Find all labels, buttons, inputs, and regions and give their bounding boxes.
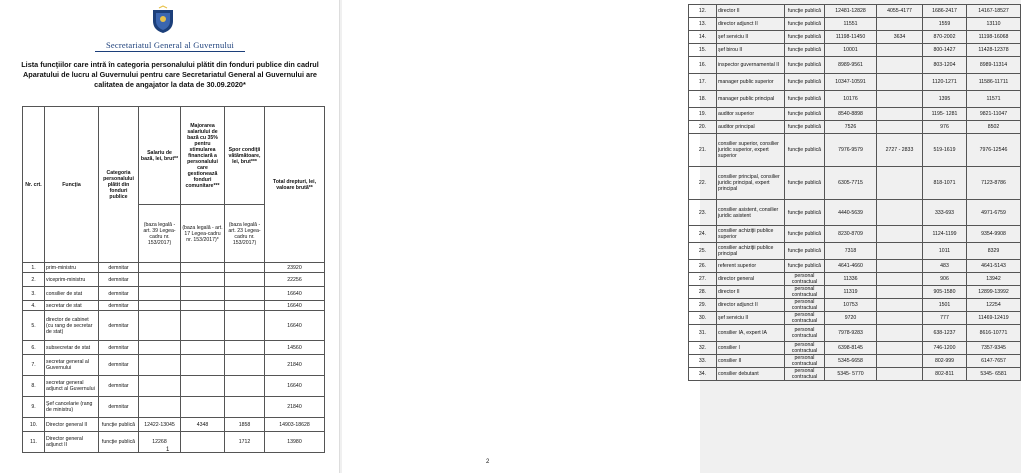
cell-function: referent superior — [717, 260, 785, 273]
cell-category: funcţie publică — [785, 167, 825, 200]
cell-total: 13980 — [265, 432, 325, 453]
cell-function: consilier superior, consilier juridic superior, expert superior — [717, 134, 785, 167]
cell-majorare — [181, 341, 225, 355]
table-row — [689, 368, 1021, 381]
header-divider — [95, 51, 245, 52]
cell-function: şef birou II — [717, 44, 785, 57]
cell-category: demnitar — [99, 263, 139, 273]
cell-nr: 29. — [689, 299, 717, 312]
cell-majorare — [181, 355, 225, 376]
cell-salary: 12481-12828 — [825, 5, 877, 18]
cell-salary: 11319 — [825, 286, 877, 299]
cell-salary: 7978-9283 — [825, 325, 877, 342]
cell-majorare: 2727 - 2833 — [877, 134, 923, 167]
cell-function: consilier IA, expert IA — [717, 325, 785, 342]
table-row — [689, 31, 1021, 44]
table-row — [689, 108, 1021, 121]
cell-total: 9354-9908 — [967, 226, 1021, 243]
table-row — [23, 355, 325, 376]
salary-table-page-1 — [22, 106, 325, 453]
cell-nr: 26. — [689, 260, 717, 273]
cell-category: personal contractual — [785, 273, 825, 286]
cell-majorare — [877, 260, 923, 273]
cell-spor — [225, 311, 265, 341]
cell-total: 11571 — [967, 91, 1021, 108]
cell-majorare — [181, 432, 225, 453]
cell-total: 21840 — [265, 355, 325, 376]
cell-category: funcţie publică — [785, 44, 825, 57]
cell-spor: 1124-1199 — [923, 226, 967, 243]
cell-majorare — [877, 74, 923, 91]
cell-function: auditor principal — [717, 121, 785, 134]
table-row — [689, 325, 1021, 342]
cell-category: funcţie publică — [785, 57, 825, 74]
document-title: Lista funcţiilor care intră în categoria personalului plătit din fonduri publice din cadrul Aparatului de lucru al Guvernului pentru care Secretariatul General al Guvernului are calitatea de angajator la data de 30.09.2020* — [21, 60, 319, 89]
cell-majorare — [877, 312, 923, 325]
table-row — [689, 355, 1021, 368]
coat-of-arms-icon — [150, 6, 176, 34]
cell-nr: 33. — [689, 355, 717, 368]
cell-category: demnitar — [99, 355, 139, 376]
cell-category: demnitar — [99, 376, 139, 397]
cell-salary: 8989-9561 — [825, 57, 877, 74]
cell-nr: 21. — [689, 134, 717, 167]
cell-function: şef serviciu II — [717, 31, 785, 44]
cell-spor — [225, 341, 265, 355]
cell-majorare: 3634 — [877, 31, 923, 44]
cell-spor: 818-1071 — [923, 167, 967, 200]
cell-spor: 333-693 — [923, 200, 967, 226]
header-category: Categoria personalului plătit din fonduri publice — [99, 107, 139, 263]
cell-spor: 1712 — [225, 432, 265, 453]
cell-spor: 976 — [923, 121, 967, 134]
cell-spor: 1011 — [923, 243, 967, 260]
cell-salary: 11198-11450 — [825, 31, 877, 44]
cell-nr: 2. — [23, 273, 45, 287]
cell-salary — [139, 273, 181, 287]
cell-majorare: 4348 — [181, 418, 225, 432]
cell-total: 16640 — [265, 376, 325, 397]
cell-total: 11198-16068 — [967, 31, 1021, 44]
cell-salary: 10001 — [825, 44, 877, 57]
cell-total: 7976-12546 — [967, 134, 1021, 167]
cell-spor: 1858 — [225, 418, 265, 432]
cell-category: personal contractual — [785, 286, 825, 299]
cell-total: 8502 — [967, 121, 1021, 134]
cell-spor: 802-811 — [923, 368, 967, 381]
cell-salary: 6398-8145 — [825, 342, 877, 355]
cell-nr: 10. — [23, 418, 45, 432]
cell-function: consilier debutant — [717, 368, 785, 381]
cell-spor: 777 — [923, 312, 967, 325]
cell-total: 16640 — [265, 301, 325, 311]
cell-majorare — [877, 44, 923, 57]
cell-majorare — [877, 355, 923, 368]
cell-category: demnitar — [99, 287, 139, 301]
table-row — [23, 376, 325, 397]
cell-total: 4641-5143 — [967, 260, 1021, 273]
cell-function: viceprim-ministru — [45, 273, 99, 287]
cell-spor: 483 — [923, 260, 967, 273]
cell-function: consilier achiziţii publice superior — [717, 226, 785, 243]
cell-nr: 19. — [689, 108, 717, 121]
cell-function: consilier principal, consilier juridic principal, expert principal — [717, 167, 785, 200]
header-salary-basis: (baza legală - art. 39 Legea-cadru nr. 153/2017) — [139, 205, 181, 263]
cell-salary: 7526 — [825, 121, 877, 134]
cell-function: auditor superior — [717, 108, 785, 121]
cell-majorare — [181, 301, 225, 311]
cell-category: funcţie publică — [785, 74, 825, 91]
cell-majorare — [877, 273, 923, 286]
table-row — [689, 121, 1021, 134]
cell-function: Şef cancelarie (rang de ministru) — [45, 397, 99, 418]
cell-spor: 1559 — [923, 18, 967, 31]
cell-category: demnitar — [99, 273, 139, 287]
cell-nr: 12. — [689, 5, 717, 18]
cell-majorare — [877, 57, 923, 74]
cell-spor — [225, 263, 265, 273]
page-number: 1 — [166, 447, 170, 453]
cell-spor — [225, 273, 265, 287]
cell-nr: 15. — [689, 44, 717, 57]
cell-spor: 870-2002 — [923, 31, 967, 44]
cell-nr: 31. — [689, 325, 717, 342]
cell-function: director adjunct II — [717, 18, 785, 31]
cell-majorare — [877, 167, 923, 200]
cell-nr: 18. — [689, 91, 717, 108]
cell-nr: 27. — [689, 273, 717, 286]
cell-total: 9821-11047 — [967, 108, 1021, 121]
cell-function: consilier asistent, consilier juridic asistent — [717, 200, 785, 226]
cell-category: funcţie publică — [785, 31, 825, 44]
table-row — [689, 57, 1021, 74]
cell-majorare — [877, 121, 923, 134]
cell-spor: 803-1204 — [923, 57, 967, 74]
header-majorare-basis: (baza legală - art. 17 Legea-cadru nr. 153/2017)* — [181, 205, 225, 263]
cell-nr: 13. — [689, 18, 717, 31]
cell-category: funcţie publică — [785, 134, 825, 167]
cell-category: funcţie publică — [785, 18, 825, 31]
cell-majorare — [181, 376, 225, 397]
cell-total: 23920 — [265, 263, 325, 273]
cell-total: 12254 — [967, 299, 1021, 312]
table-row — [689, 134, 1021, 167]
cell-category: funcţie publică — [785, 121, 825, 134]
cell-majorare — [877, 243, 923, 260]
cell-spor: 1120-1271 — [923, 74, 967, 91]
cell-nr: 34. — [689, 368, 717, 381]
cell-function: Director general adjunct II — [45, 432, 99, 453]
cell-function: şef serviciu II — [717, 312, 785, 325]
table-row — [23, 301, 325, 311]
cell-total: 11428-12378 — [967, 44, 1021, 57]
cell-category: funcţie publică — [99, 432, 139, 453]
table-row — [689, 342, 1021, 355]
cell-function: subsecretar de stat — [45, 341, 99, 355]
table-row — [23, 311, 325, 341]
cell-salary — [139, 301, 181, 311]
table-body-page-2 — [689, 5, 1021, 381]
cell-salary — [139, 355, 181, 376]
cell-salary — [139, 376, 181, 397]
document-page-2 — [342, 0, 1009, 473]
cell-majorare — [181, 287, 225, 301]
table-row — [689, 273, 1021, 286]
header-spor: Spor condiţii vătămătoare, lei, brut*** — [225, 107, 265, 205]
page-number: 2 — [486, 459, 490, 465]
cell-nr: 23. — [689, 200, 717, 226]
cell-category: funcţie publică — [785, 226, 825, 243]
cell-category: funcţie publică — [785, 91, 825, 108]
header-function: Funcţia — [45, 107, 99, 263]
table-row — [23, 418, 325, 432]
cell-nr: 24. — [689, 226, 717, 243]
cell-nr: 25. — [689, 243, 717, 260]
cell-salary: 9720 — [825, 312, 877, 325]
cell-spor: 802-999 — [923, 355, 967, 368]
cell-category: personal contractual — [785, 299, 825, 312]
cell-majorare — [877, 342, 923, 355]
cell-spor — [225, 397, 265, 418]
cell-salary — [139, 341, 181, 355]
cell-function: director II — [717, 5, 785, 18]
cell-total: 13942 — [967, 273, 1021, 286]
cell-nr: 16. — [689, 57, 717, 74]
table-row — [23, 432, 325, 453]
cell-spor: 1195- 1281 — [923, 108, 967, 121]
table-row — [689, 286, 1021, 299]
document-page-1 — [0, 0, 340, 473]
cell-category: funcţie publică — [785, 200, 825, 226]
table-row — [23, 263, 325, 273]
cell-nr: 8. — [23, 376, 45, 397]
cell-total: 11586-11711 — [967, 74, 1021, 91]
header-salary: Salariu de bază, lei, brut** — [139, 107, 181, 205]
table-row — [689, 74, 1021, 91]
cell-spor: 1501 — [923, 299, 967, 312]
cell-nr: 9. — [23, 397, 45, 418]
cell-salary: 10176 — [825, 91, 877, 108]
table-row — [23, 287, 325, 301]
cell-total: 16640 — [265, 287, 325, 301]
cell-majorare — [877, 299, 923, 312]
cell-salary: 8230-8709 — [825, 226, 877, 243]
cell-spor: 1395 — [923, 91, 967, 108]
cell-salary: 10753 — [825, 299, 877, 312]
header-majorare: Majorarea salariului de bază cu 35% pentru stimularea financiară a personalului care gestionează fonduri comunitare*** — [181, 107, 225, 205]
table-row — [689, 167, 1021, 200]
cell-nr: 11. — [23, 432, 45, 453]
cell-majorare — [877, 368, 923, 381]
cell-total: 5345- 6581 — [967, 368, 1021, 381]
cell-nr: 5. — [23, 311, 45, 341]
table-row — [689, 200, 1021, 226]
cell-spor — [225, 301, 265, 311]
cell-majorare — [181, 273, 225, 287]
cell-salary: 12268 — [139, 432, 181, 453]
cell-category: funcţie publică — [99, 418, 139, 432]
cell-nr: 28. — [689, 286, 717, 299]
cell-category: funcţie publică — [785, 260, 825, 273]
cell-salary: 10347-10591 — [825, 74, 877, 91]
cell-spor: 800-1427 — [923, 44, 967, 57]
cell-total: 8329 — [967, 243, 1021, 260]
cell-salary — [139, 287, 181, 301]
cell-majorare — [181, 263, 225, 273]
header-nr: Nr. crt. — [23, 107, 45, 263]
cell-nr: 4. — [23, 301, 45, 311]
table-row — [689, 299, 1021, 312]
cell-spor: 746-1200 — [923, 342, 967, 355]
table-row — [689, 312, 1021, 325]
cell-salary: 7318 — [825, 243, 877, 260]
cell-category: demnitar — [99, 341, 139, 355]
cell-category: demnitar — [99, 311, 139, 341]
cell-category: personal contractual — [785, 312, 825, 325]
cell-salary: 5345-6658 — [825, 355, 877, 368]
cell-salary: 12422-13045 — [139, 418, 181, 432]
cell-majorare — [877, 325, 923, 342]
cell-spor — [225, 355, 265, 376]
cell-category: personal contractual — [785, 342, 825, 355]
cell-spor: 1686-2417 — [923, 5, 967, 18]
cell-majorare — [877, 18, 923, 31]
cell-function: secretar de stat — [45, 301, 99, 311]
table-row — [689, 44, 1021, 57]
cell-nr: 14. — [689, 31, 717, 44]
cell-spor: 905-1580 — [923, 286, 967, 299]
cell-majorare — [181, 397, 225, 418]
cell-majorare — [181, 311, 225, 341]
cell-total: 7123-8786 — [967, 167, 1021, 200]
table-row — [689, 243, 1021, 260]
cell-function: consilier I — [717, 342, 785, 355]
cell-nr: 22. — [689, 167, 717, 200]
cell-category: funcţie publică — [785, 5, 825, 18]
cell-total: 14903-18628 — [265, 418, 325, 432]
cell-salary: 7976-9579 — [825, 134, 877, 167]
cell-nr: 30. — [689, 312, 717, 325]
cell-category: personal contractual — [785, 325, 825, 342]
cell-salary: 4641-4660 — [825, 260, 877, 273]
cell-salary: 8540-8898 — [825, 108, 877, 121]
cell-function: director general — [717, 273, 785, 286]
cell-nr: 3. — [23, 287, 45, 301]
header-total: Total drepturi, lei, valoare brută** — [265, 107, 325, 263]
cell-nr: 6. — [23, 341, 45, 355]
cell-total: 8989-11314 — [967, 57, 1021, 74]
table-body-page-1 — [23, 263, 325, 453]
organization-name: Secretariatul General al Guvernului — [105, 40, 235, 50]
table-row — [689, 226, 1021, 243]
cell-spor: 638-1237 — [923, 325, 967, 342]
cell-nr: 20. — [689, 121, 717, 134]
cell-majorare: 4055-4177 — [877, 5, 923, 18]
cell-majorare — [877, 200, 923, 226]
cell-salary — [139, 311, 181, 341]
cell-total: 11469-12419 — [967, 312, 1021, 325]
cell-function: director II — [717, 286, 785, 299]
cell-total: 12899-13992 — [967, 286, 1021, 299]
cell-salary: 5345- 5770 — [825, 368, 877, 381]
salary-table-page-2 — [688, 4, 1021, 381]
cell-function: consilier de stat — [45, 287, 99, 301]
cell-category: demnitar — [99, 397, 139, 418]
cell-function: manager public superior — [717, 74, 785, 91]
cell-majorare — [877, 108, 923, 121]
cell-category: funcţie publică — [785, 243, 825, 260]
cell-nr: 32. — [689, 342, 717, 355]
cell-total: 22256 — [265, 273, 325, 287]
cell-majorare — [877, 286, 923, 299]
cell-nr: 17. — [689, 74, 717, 91]
cell-total: 13110 — [967, 18, 1021, 31]
cell-spor — [225, 287, 265, 301]
cell-function: director adjunct II — [717, 299, 785, 312]
cell-spor: 519-1619 — [923, 134, 967, 167]
cell-salary — [139, 263, 181, 273]
cell-salary — [139, 397, 181, 418]
table-row — [23, 397, 325, 418]
cell-function: secretar general al Guvernului — [45, 355, 99, 376]
cell-nr: 1. — [23, 263, 45, 273]
cell-total: 4971-6759 — [967, 200, 1021, 226]
cell-majorare — [877, 226, 923, 243]
cell-category: personal contractual — [785, 368, 825, 381]
cell-function: inspector guvernamental II — [717, 57, 785, 74]
cell-function: consilier II — [717, 355, 785, 368]
table-row — [23, 341, 325, 355]
table-row — [23, 273, 325, 287]
cell-total: 21840 — [265, 397, 325, 418]
table-row — [689, 91, 1021, 108]
cell-function: manager public principal — [717, 91, 785, 108]
cell-function: director de cabinet (cu rang de secretar de stat) — [45, 311, 99, 341]
cell-total: 6147-7657 — [967, 355, 1021, 368]
cell-total: 8616-10771 — [967, 325, 1021, 342]
cell-total: 16640 — [265, 311, 325, 341]
header-spor-basis: (baza legală - art. 23 Legea-cadru nr. 153/2017) — [225, 205, 265, 263]
cell-total: 14167-18527 — [967, 5, 1021, 18]
cell-category: demnitar — [99, 301, 139, 311]
cell-salary: 11336 — [825, 273, 877, 286]
table-row — [689, 260, 1021, 273]
cell-nr: 7. — [23, 355, 45, 376]
cell-function: consilier achiziţii publice principal — [717, 243, 785, 260]
cell-function: prim-ministru — [45, 263, 99, 273]
cell-category: funcţie publică — [785, 108, 825, 121]
cell-salary: 11551 — [825, 18, 877, 31]
cell-total: 7357-9345 — [967, 342, 1021, 355]
cell-total: 14560 — [265, 341, 325, 355]
cell-salary: 6305-7715 — [825, 167, 877, 200]
cell-salary: 4440-5639 — [825, 200, 877, 226]
cell-spor — [225, 376, 265, 397]
cell-category: personal contractual — [785, 355, 825, 368]
table-row — [689, 5, 1021, 18]
cell-function: secretar general adjunct al Guvernului — [45, 376, 99, 397]
cell-spor: 906 — [923, 273, 967, 286]
table-row — [689, 18, 1021, 31]
cell-majorare — [877, 91, 923, 108]
cell-function: Director general II — [45, 418, 99, 432]
